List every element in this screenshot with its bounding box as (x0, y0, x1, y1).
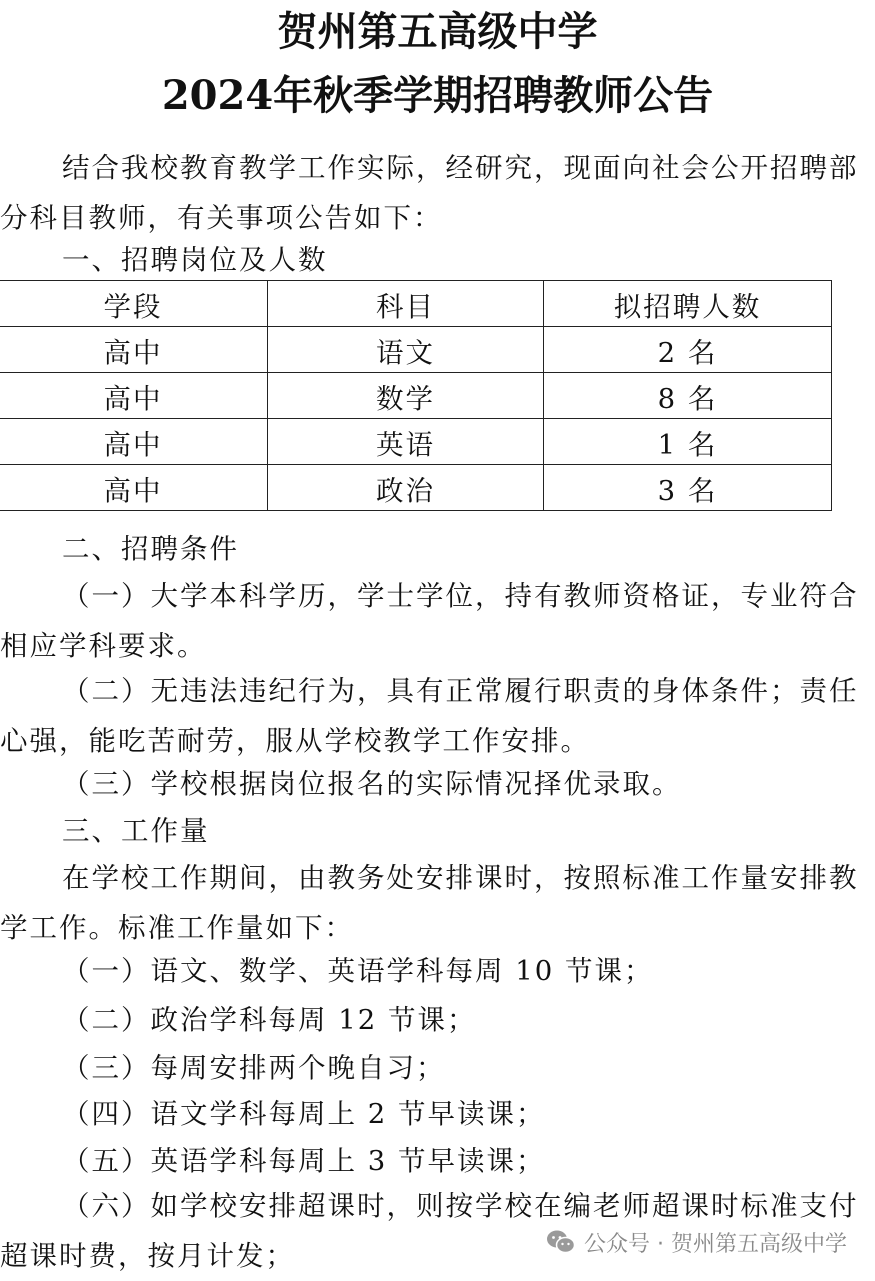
table-cell: 高中 (0, 327, 268, 373)
condition-item: （三）学校根据岗位报名的实际情况择优录取。 (62, 768, 682, 800)
section3-heading: 三、工作量 (62, 815, 210, 847)
table-header-cell: 科目 (268, 281, 544, 327)
school-name-title: 贺州第五高级中学 (277, 8, 598, 55)
table-cell: 语文 (268, 327, 544, 373)
condition-item: （一）大学本科学历，学士学位，持有教师资格证，专业符合相应学科要求。 (0, 580, 859, 662)
table-header-cell: 拟招聘人数 (544, 281, 832, 327)
table-row (0, 465, 832, 511)
watermark-text: 公众号 · 贺州第五高级中学 (584, 1231, 847, 1257)
table-cell: 政治 (268, 465, 544, 511)
workload-intro: 在学校工作期间，由教务处安排课时，按照标准工作量安排教学工作。标准工作量如下： (0, 862, 859, 944)
workload-item: （四）语文学科每周上 2 节早读课； (62, 1098, 546, 1130)
workload-item: （一）语文、数学、英语学科每周 10 节课； (62, 955, 654, 987)
table-header-cell: 学段 (0, 281, 268, 327)
table-row (0, 327, 832, 373)
table-cell: 2 名 (544, 327, 832, 373)
condition-item: （二）无违法违纪行为，具有正常履行职责的身体条件；责任心强，能吃苦耐劳，服从学校教学工作安排。 (0, 675, 859, 757)
positions-table (0, 280, 832, 511)
table-cell: 高中 (0, 373, 268, 419)
workload-item: （二）政治学科每周 12 节课； (62, 1004, 477, 1036)
section1-heading: 一、招聘岗位及人数 (62, 244, 328, 276)
table-cell: 8 名 (544, 373, 832, 419)
workload-item: （六）如学校安排超课时，则按学校在编老师超课时标准支付超课时费，按月计发； (0, 1190, 859, 1272)
watermark (542, 1226, 851, 1258)
workload-item: （五）英语学科每周上 3 节早读课； (62, 1145, 546, 1177)
table-row (0, 419, 832, 465)
table-cell: 高中 (0, 419, 268, 465)
workload-item: （三）每周安排两个晚自习； (62, 1052, 446, 1084)
section2-heading: 二、招聘条件 (62, 533, 239, 565)
intro-paragraph: 结合我校教育教学工作实际，经研究，现面向社会公开招聘部分科目教师，有关事项公告如下： (0, 152, 859, 234)
wechat-icon (546, 1229, 576, 1255)
table-cell: 3 名 (544, 465, 832, 511)
table-cell: 数学 (268, 373, 544, 419)
table-cell: 1 名 (544, 419, 832, 465)
table-cell: 英语 (268, 419, 544, 465)
table-row (0, 373, 832, 419)
notice-title: 2024年秋季学期招聘教师公告 (161, 72, 714, 119)
table-header-row (0, 281, 832, 327)
table-cell: 高中 (0, 465, 268, 511)
